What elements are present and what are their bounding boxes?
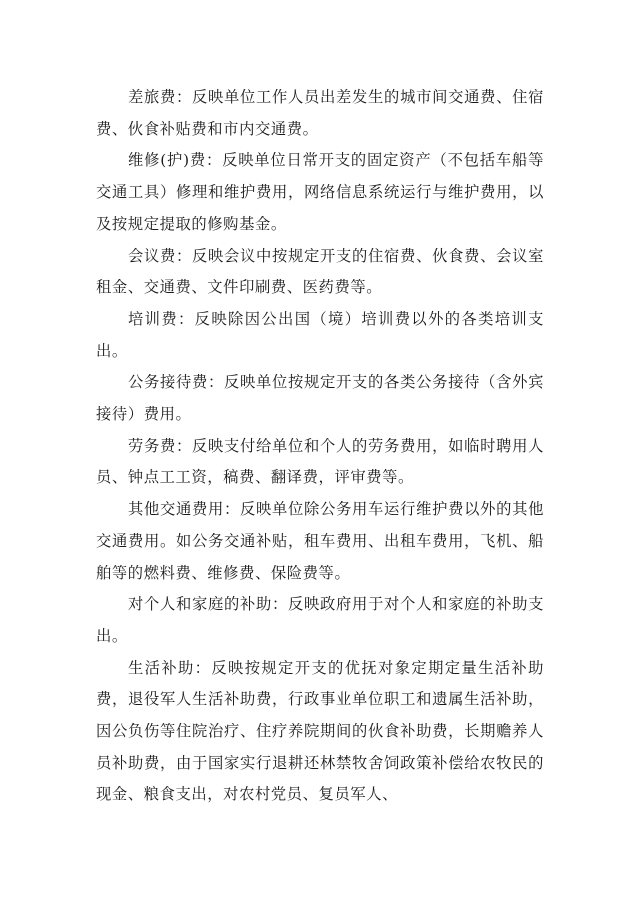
paragraph-official-reception-expenses: 公务接待费：反映单位按规定开支的各类公务接待（含外宾接待）费用。 <box>96 373 544 424</box>
paragraph-subsidies-individuals-families: 对个人和家庭的补助：反映政府用于对个人和家庭的补助支出。 <box>96 595 544 645</box>
document-body <box>96 82 544 811</box>
paragraph-training-expenses: 培训费：反映除因公出国（境）培训费以外的各类培训支出。 <box>96 309 544 360</box>
paragraph-labor-expenses: 劳务费：反映支付给单位和个人的劳务费用，如临时聘用人员、钟点工工资，稿费、翻译费，评审费等。 <box>96 436 544 487</box>
paragraph-living-allowance: 生活补助：反映按规定开支的优抚对象定期定量生活补助费，退役军人生活补助费，行政事业单位职工和遗属生活补助，因公负伤等住院治疗、住疗养院期间的伙食补助费，长期赡养人员补助费，由于国家实行退耕还林禁牧舍饲政策补偿给农牧民的现金、粮食支出，对农村党员、复员军人、 <box>96 658 544 804</box>
paragraph-travel-expenses: 差旅费：反映单位工作人员出差发生的城市间交通费、住宿费、伙食补贴费和市内交通费。 <box>96 88 544 138</box>
paragraph-other-transport-expenses: 其他交通费用：反映单位除公务用车运行维护费以外的其他交通费用。如公务交通补贴，租车费用、出租车费用，飞机、船舶等的燃料费、维修费、保险费等。 <box>96 500 544 582</box>
paragraph-meeting-expenses: 会议费：反映会议中按规定开支的住宿费、伙食费、会议室租金、交通费、文件印刷费、医药费等。 <box>96 246 544 297</box>
paragraph-maintenance-expenses: 维修(护)费：反映单位日常开支的固定资产（不包括车船等交通工具）修理和维护费用，网络信息系统运行与维护费用，以及按规定提取的修购基金。 <box>96 151 544 233</box>
